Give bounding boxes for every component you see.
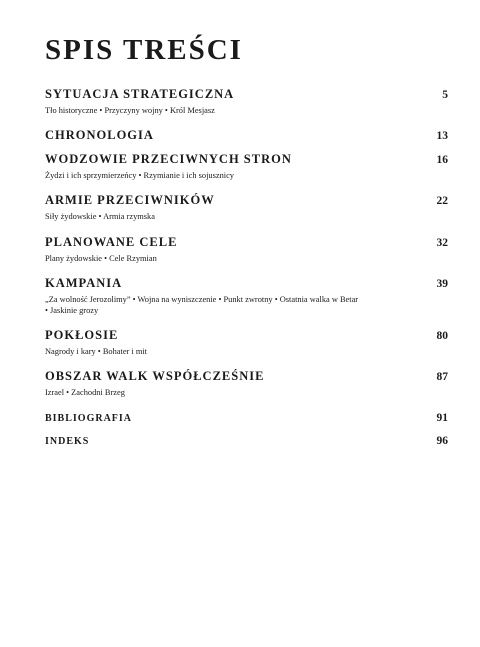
toc-entry-page-number: 80 (436, 330, 448, 342)
toc-entry-page-number: 96 (436, 435, 448, 447)
toc-entry-subtitle: Izrael • Zachodni Brzeg (45, 388, 125, 397)
toc-entry-planowane-cele[interactable] (45, 235, 448, 264)
page-title: SPIS TREŚCI (45, 34, 243, 66)
toc-entry-title: PLANOWANE CELE (45, 235, 178, 249)
toc-entry-subtitle: Żydzi i ich sprzymierzeńcy • Rzymianie i ich sojusznicy (45, 171, 234, 180)
toc-entry-bibliografia[interactable] (45, 411, 448, 426)
toc-entry-kampania[interactable] (45, 276, 448, 316)
toc-entry-title: SYTUACJA STRATEGICZNA (45, 87, 235, 101)
toc-entry-obszar-walk[interactable] (45, 369, 448, 398)
toc-entry-title: POKŁOSIE (45, 328, 119, 342)
toc-entry-page-number: 5 (442, 89, 448, 101)
toc-entry-page-number: 87 (436, 371, 448, 383)
toc-entry-subtitle: Nagrody i kary • Bohater i mit (45, 347, 148, 356)
toc-entry-title: BIBLIOGRAFIA (45, 413, 133, 424)
toc-entry-subtitle-continued: • Jaskinie grozy (45, 306, 99, 315)
toc-entry-title: ARMIE PRZECIWNIKÓW (45, 193, 215, 207)
toc-entry-subtitle: Siły żydowskie • Armia rzymska (45, 212, 155, 221)
toc-entry-armie-przeciwnikow[interactable] (45, 193, 448, 222)
toc-entry-title: KAMPANIA (45, 276, 123, 290)
toc-entry-page-number: 32 (436, 237, 448, 249)
toc-entry-page-number: 91 (436, 412, 448, 424)
toc-entry-subtitle: „Za wolność Jerozolimy” • Wojna na wyniszczenie • Punkt zwrotny • Ostatnia walka w Betar (45, 295, 359, 304)
toc-entry-page-number: 22 (436, 195, 448, 207)
toc-entry-title: INDEKS (45, 436, 90, 447)
toc-entry-page-number: 16 (436, 154, 448, 166)
toc-entry-title: CHRONOLOGIA (45, 128, 154, 142)
toc-entry-subtitle: Plany żydowskie • Cele Rzymian (45, 254, 157, 263)
toc-entry-title: WODZOWIE PRZECIWNYCH STRON (45, 152, 292, 166)
toc-entry-title: OBSZAR WALK WSPÓŁCZEŚNIE (45, 369, 265, 383)
toc-entry-chronologia[interactable] (45, 128, 448, 144)
toc-entry-poklosie[interactable] (45, 328, 448, 357)
toc-entry-indeks[interactable] (45, 434, 448, 449)
toc-entry-wodzowie[interactable] (45, 152, 448, 181)
toc-entry-page-number: 39 (436, 278, 448, 290)
toc-entry-subtitle: Tło historyczne • Przyczyny wojny • Król Mesjasz (45, 106, 215, 115)
toc-entry-sytuacja-strategiczna[interactable] (45, 87, 448, 116)
toc-entry-page-number: 13 (436, 130, 448, 142)
